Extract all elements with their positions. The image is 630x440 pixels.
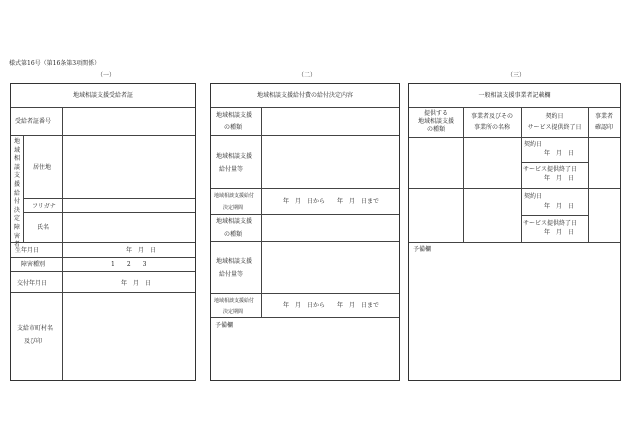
municipality-seal-label: 及び印 bbox=[24, 338, 43, 345]
entry2-end-label: サービス提供終了日 bbox=[523, 220, 578, 227]
entry1-contract-label: 契約日 bbox=[524, 141, 543, 148]
name-label: 氏名 bbox=[37, 224, 50, 231]
form-number-label: 様式第16号（第16条第3項関係） bbox=[9, 60, 101, 67]
entry1-provider-field[interactable] bbox=[464, 138, 520, 188]
decision-period-label-2b: 決定期間 bbox=[223, 309, 244, 315]
recipient-number-label: 受給者証番号 bbox=[15, 118, 52, 125]
col-provider-line2: 事業所の名称 bbox=[473, 124, 510, 131]
birth-date-value[interactable]: 年 月 日 bbox=[126, 247, 157, 254]
recipient-number-field[interactable] bbox=[63, 108, 195, 134]
support-amount-label-1: 地域相談支援 bbox=[216, 153, 253, 160]
support-type-label-1: 地域相談支援 bbox=[216, 112, 253, 119]
decision-period-value-1[interactable]: 年 月 日から 年 月 日まで bbox=[283, 198, 380, 205]
entry1-seal-field[interactable] bbox=[589, 138, 619, 188]
panel3-remarks-label: 予備欄 bbox=[413, 246, 432, 253]
entry2-support-type-field[interactable] bbox=[410, 189, 462, 242]
col-provider-line1: 事業者及びその bbox=[470, 113, 513, 120]
issue-date-label: 交付年月日 bbox=[17, 280, 48, 287]
beneficiary-vertical-label: 地域相談支援給付決定障害者 bbox=[13, 138, 20, 249]
entry1-end-label: サービス提供終了日 bbox=[523, 166, 578, 173]
benefit-decision-panel bbox=[210, 83, 400, 381]
furigana-field[interactable] bbox=[63, 199, 195, 212]
municipality-label: 支給市町村名 bbox=[17, 325, 54, 332]
support-type-label-2b: の種類 bbox=[224, 231, 243, 238]
support-type-field-2[interactable] bbox=[262, 215, 399, 241]
entry2-contract-label: 契約日 bbox=[524, 193, 543, 200]
entry1-end-date[interactable]: 年 月 日 bbox=[544, 175, 575, 182]
recipient-certificate-panel bbox=[10, 83, 196, 381]
support-type-label-1b: の種類 bbox=[224, 124, 243, 131]
support-type-field-1[interactable] bbox=[262, 108, 399, 134]
panel2-remarks-label: 予備欄 bbox=[215, 322, 234, 329]
col-support-type-line1: 提供する bbox=[423, 110, 448, 117]
address-field[interactable] bbox=[63, 136, 195, 198]
entry1-contract-date[interactable]: 年 月 日 bbox=[544, 150, 575, 157]
panel2-remarks-field[interactable] bbox=[212, 332, 398, 380]
entry2-end-date[interactable]: 年 月 日 bbox=[544, 229, 575, 236]
support-amount-label-1b: 給付量等 bbox=[219, 166, 244, 173]
col-seal-line2: 確認印 bbox=[594, 124, 613, 131]
panel1-title: 地域相談支援受給者証 bbox=[72, 92, 133, 99]
col-dates-line2: サービス提供終了日 bbox=[527, 124, 582, 131]
issue-date-value[interactable]: 年 月 日 bbox=[121, 280, 152, 287]
address-label: 居住地 bbox=[33, 164, 52, 171]
birth-date-label: 生年月日 bbox=[15, 247, 40, 254]
provider-entry-panel bbox=[408, 83, 621, 381]
disability-type-label: 障害種別 bbox=[21, 261, 46, 268]
col-support-type-line3: の種類 bbox=[426, 126, 445, 133]
panel3-remarks-field[interactable] bbox=[410, 256, 619, 380]
municipality-seal-field[interactable] bbox=[63, 293, 195, 380]
entry2-provider-field[interactable] bbox=[464, 189, 520, 242]
support-amount-label-2: 地域相談支援 bbox=[216, 258, 253, 265]
section-number-2: （二） bbox=[298, 72, 317, 79]
section-number-1: （一） bbox=[97, 72, 116, 79]
col-dates-line1: 契約日 bbox=[545, 113, 564, 120]
section-number-3: （三） bbox=[507, 72, 526, 79]
support-type-label-2: 地域相談支援 bbox=[216, 218, 253, 225]
name-field[interactable] bbox=[63, 213, 195, 242]
col-support-type-line2: 地域相談支援 bbox=[417, 118, 454, 125]
disability-type-options[interactable]: 1 2 3 bbox=[111, 261, 147, 268]
decision-period-label-1: 地域相談支援給付 bbox=[214, 193, 255, 199]
entry2-contract-date[interactable]: 年 月 日 bbox=[544, 203, 575, 210]
support-amount-field-2[interactable] bbox=[262, 242, 399, 293]
entry1-support-type-field[interactable] bbox=[410, 138, 462, 188]
col-seal-line1: 事業者 bbox=[594, 113, 613, 120]
entry2-seal-field[interactable] bbox=[589, 189, 619, 242]
decision-period-label-2: 地域相談支援給付 bbox=[214, 298, 255, 304]
panel2-title: 地域相談支援給付費の給付決定内容 bbox=[256, 92, 353, 99]
decision-period-value-2[interactable]: 年 月 日から 年 月 日まで bbox=[283, 302, 380, 309]
panel3-title: 一般相談支援事業者記載欄 bbox=[478, 92, 551, 99]
support-amount-label-2b: 給付量等 bbox=[219, 271, 244, 278]
decision-period-label-1b: 決定期間 bbox=[223, 205, 244, 211]
furigana-label: フリガナ bbox=[32, 203, 56, 210]
